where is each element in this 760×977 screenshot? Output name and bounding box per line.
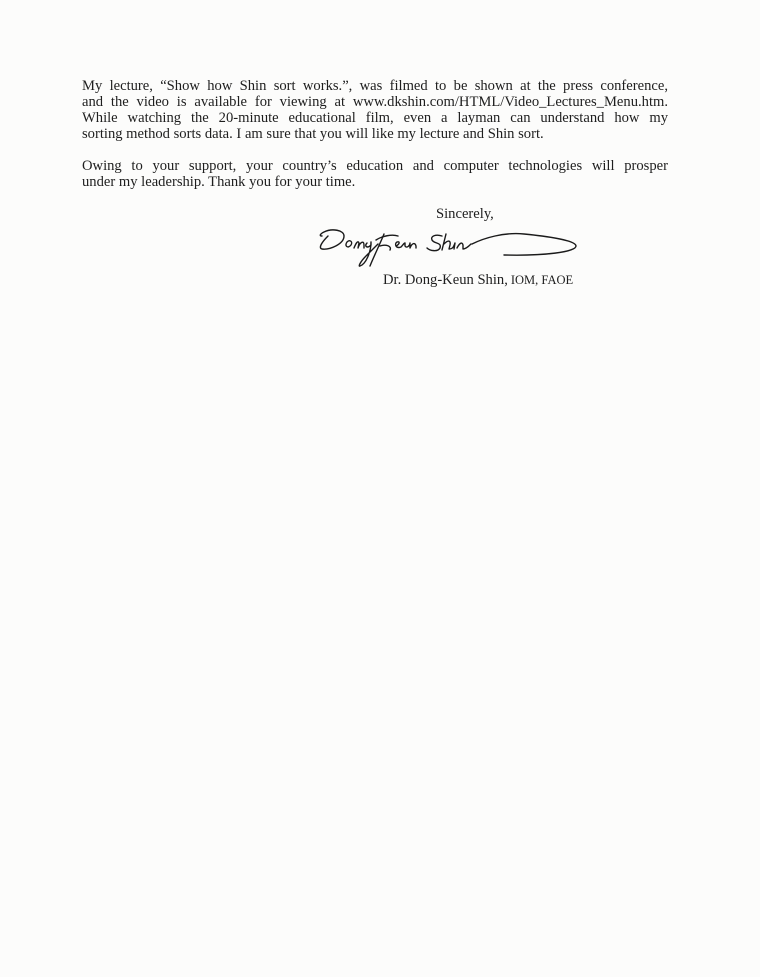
paragraph-line: While watching the 20-minute educational film, even a layman can understand how my: [82, 110, 668, 126]
paragraph-line: under my leadership. Thank you for your time.: [82, 174, 356, 190]
signatory-full-name: Dr. Dong-Keun Shin,: [383, 272, 508, 288]
paragraph-line: sorting method sorts data. I am sure that you will like my lecture and Shin sort.: [82, 126, 544, 142]
paragraph-line: My lecture, “Show how Shin sort works.”, was filmed to be shown at the press conference,: [82, 78, 668, 94]
closing-salutation: Sincerely,: [436, 206, 494, 222]
paragraph-line: and the video is available for viewing at www.dkshin.com/HTML/Video_Lectures_Menu.htm.: [82, 94, 668, 110]
signatory-credentials: IOM, FAOE: [510, 273, 574, 287]
paragraph-line: Owing to your support, your country’s education and computer technologies will prosper: [82, 158, 668, 174]
signatory-name: [383, 272, 573, 288]
handwritten-signature: [314, 222, 584, 272]
paragraph-lecture: [82, 78, 668, 142]
paragraph-support: [82, 158, 668, 190]
